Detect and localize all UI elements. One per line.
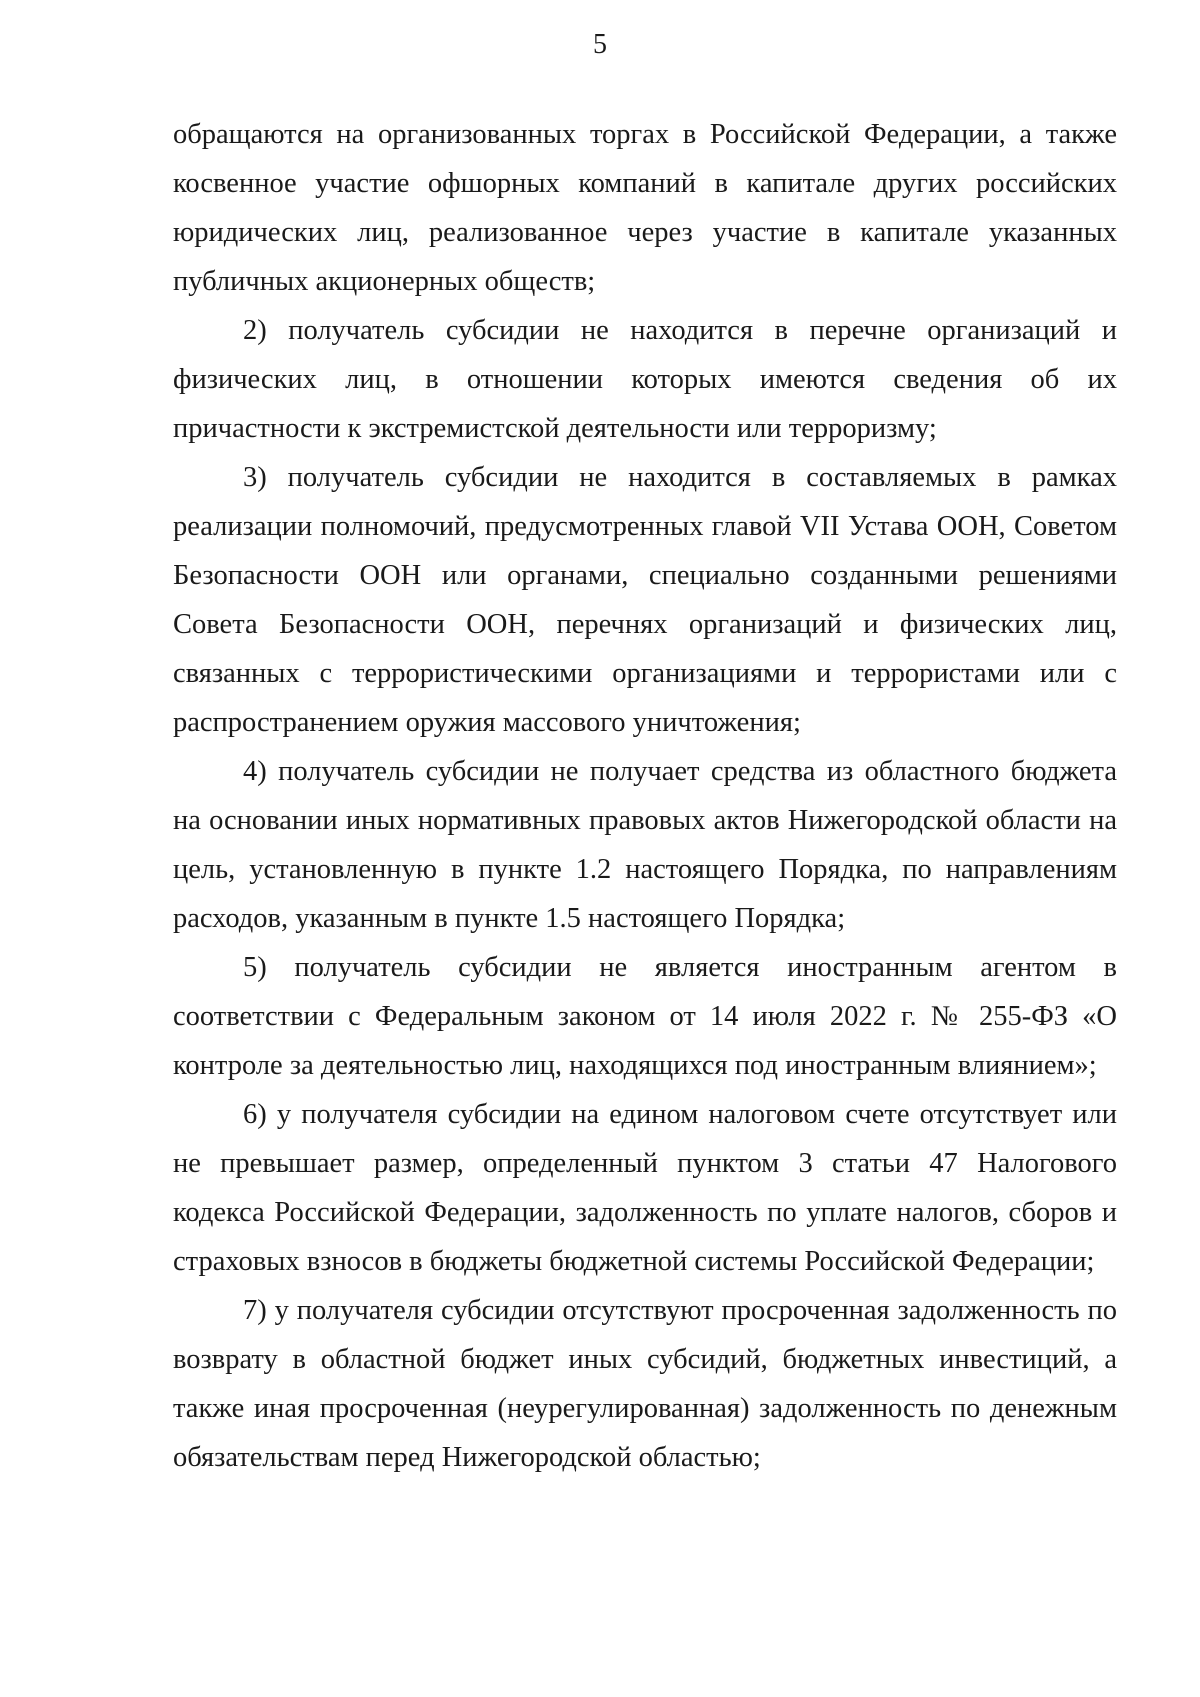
page-number: 5 bbox=[593, 29, 607, 60]
paragraph-item-6: 6) у получателя субсидии на едином налоговом счете отсутствует или не превышает размер, определенный пунктом 3 статьи 47 Налогового кодекса Российской Федерации, задолженность по уплате налогов, сборов и страховых взносов в бюджеты бюджетной системы Российской Федерации; bbox=[173, 1099, 1117, 1277]
paragraph-item-4: 4) получатель субсидии не получает средства из областного бюджета на основании иных нормативных правовых актов Нижегородской области на цель, установленную в пункте 1.2 настоящего Порядка, по направлениям расходов, указанным в пункте 1.5 настоящего Порядка; bbox=[173, 756, 1117, 934]
paragraph-item-7: 7) у получателя субсидии отсутствуют просроченная задолженность по возврату в областной бюджет иных субсидий, бюджетных инвестиций, а также иная просроченная (неурегулированная) задолженность по денежным обязательствам перед Нижегородской областью; bbox=[173, 1295, 1117, 1473]
paragraph-item-3: 3) получатель субсидии не находится в составляемых в рамках реализации полномочий, предусмотренных главой VII Устава ООН, Советом Безопасности ООН или органами, специально созданными решениями Совета Безопасности ООН, перечнях организаций и физических лиц, связанных с террористическими организациями и террористами или с распространением оружия массового уничтожения; bbox=[173, 462, 1117, 738]
document-body bbox=[173, 110, 1117, 1482]
paragraph-item-2: 2) получатель субсидии не находится в перечне организаций и физических лиц, в отношении которых имеются сведения об их причастности к экстремистской деятельности или терроризму; bbox=[173, 315, 1117, 444]
paragraph-item-5: 5) получатель субсидии не является иностранным агентом в соответствии с Федеральным законом от 14 июля 2022 г. № 255-ФЗ «О контроле за деятельностью лиц, находящихся под иностранным влиянием»; bbox=[173, 952, 1117, 1081]
paragraph-continuation: обращаются на организованных торгах в Российской Федерации, а также косвенное участие офшорных компаний в капитале других российских юридических лиц, реализованное через участие в капитале указанных публичных акционерных обществ; bbox=[173, 119, 1117, 297]
